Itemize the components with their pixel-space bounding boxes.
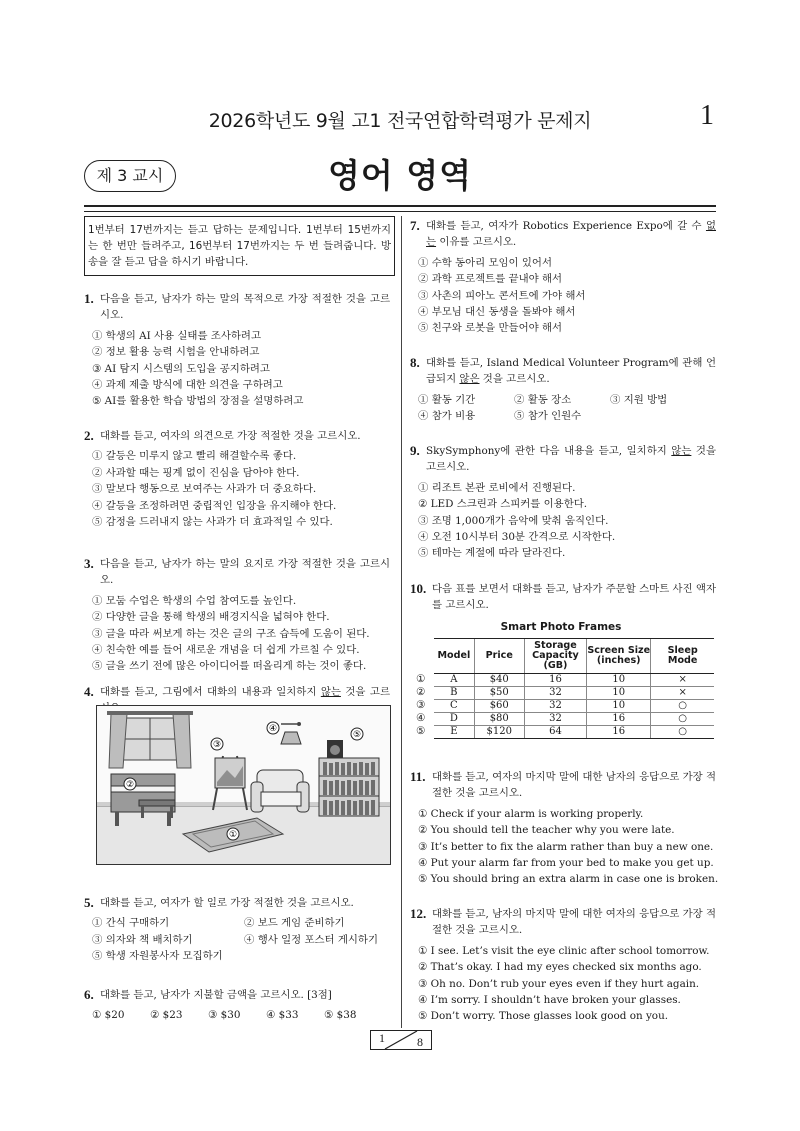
column-header: Price (474, 639, 524, 674)
total-pages: 8 (417, 1035, 423, 1049)
table-row (434, 726, 714, 739)
question-number: 8. (410, 355, 420, 370)
question-stem: 다음을 듣고, 남자가 하는 말의 요지로 가장 적절한 것을 고르시오. (100, 558, 390, 587)
exam-title: 2026학년도 9월 고1 전국연합학력평가 문제지 (208, 110, 592, 132)
option[interactable]: ① 모둠 수업은 학생의 수업 참여도를 높인다. (92, 594, 297, 607)
option[interactable]: ② $23 (150, 1009, 183, 1022)
question-11 (410, 769, 719, 888)
table-option-label[interactable]: ① (416, 673, 426, 685)
option[interactable]: ④ 부모님 대신 동생을 돌봐야 해서 (418, 306, 576, 319)
question-stem: 대화를 듣고, 여자의 의견으로 가장 적절한 것을 고르시오. (100, 430, 361, 442)
option[interactable]: ② 과학 프로젝트를 끝내야 해서 (418, 273, 563, 286)
header-rule-thin (84, 211, 716, 212)
option[interactable]: ⑤ 글을 쓰기 전에 많은 아이디어를 떠올리게 하는 것이 좋다. (92, 660, 367, 673)
option[interactable]: ⑤ AI를 활용한 학습 방법의 장점을 설명하려고 (92, 395, 304, 408)
table-option-label[interactable]: ③ (416, 699, 426, 711)
option[interactable]: ⑤ 감정을 드러내지 않는 사과가 더 효과적일 수 있다. (92, 516, 333, 529)
table-cell: E (434, 726, 474, 739)
table-cell: 32 (524, 687, 586, 700)
option[interactable]: ⑤ 친구와 로봇을 만들어야 해서 (418, 322, 563, 335)
label-2: ② (125, 780, 135, 790)
table-row (434, 687, 714, 700)
table-title: Smart Photo Frames (500, 621, 622, 633)
question-6 (84, 987, 390, 1024)
option[interactable]: ② 사과할 때는 핑계 없이 진심을 담아야 한다. (92, 466, 300, 479)
table-option-labels (416, 673, 425, 738)
table-cell: D (434, 713, 474, 726)
question-stem: 대화를 듣고, 여자가 Robotics Experience Expo에 갈 수 없는 이유를 고르시오. (426, 220, 716, 249)
option[interactable]: ③ 글을 따라 써보게 하는 것은 글의 구조 습득에 도움이 된다. (92, 627, 370, 640)
column-header: Model (434, 639, 474, 674)
question-number: 11. (410, 769, 426, 784)
option[interactable]: ④ 행사 일정 포스터 게시하기 (244, 933, 379, 946)
table-option-label[interactable]: ⑤ (416, 725, 426, 737)
table-row (434, 713, 714, 726)
table-cell: ○ (651, 726, 714, 739)
option[interactable]: ④ 오전 10시부터 30분 간격으로 시작한다. (418, 531, 616, 544)
option[interactable]: ② 보드 게임 준비하기 (244, 917, 345, 930)
table-option-label[interactable]: ④ (416, 712, 426, 724)
question-number: 5. (84, 895, 94, 910)
question-1 (84, 291, 390, 410)
table-cell: 16 (524, 674, 586, 687)
question-stem: 대화를 듣고, 여자의 마지막 말에 대한 남자의 응답으로 가장 적절한 것을 고르시오. (432, 771, 716, 800)
room-drawing (97, 706, 390, 864)
question-stem: 다음 표를 보면서 대화를 듣고, 남자가 주문할 스마트 사진 액자를 고르시오. (432, 583, 716, 612)
option[interactable]: ④ 갈등을 조정하려면 중립적인 입장을 유지해야 한다. (92, 499, 337, 512)
table-cell: $50 (474, 687, 524, 700)
column-header: Storage Capacity (GB) (524, 639, 586, 674)
option[interactable]: ① 리조트 본관 로비에서 진행된다. (418, 481, 576, 494)
option[interactable]: ① 갈등은 미루지 않고 빨리 해결할수록 좋다. (92, 450, 297, 463)
table-cell: ○ (651, 700, 714, 713)
page-number: 1 (700, 100, 714, 131)
table-cell: 32 (524, 700, 586, 713)
question-number: 10. (410, 581, 427, 596)
question-stem: SkySymphony에 관한 다음 내용을 듣고, 일치하지 않는 것을 고르시오. (426, 445, 716, 474)
option[interactable]: ② 정보 활용 능력 시험을 안내하려고 (92, 346, 260, 359)
option[interactable]: ④ I’m sorry. I shouldn’t have broken your glasses. (418, 994, 681, 1007)
label-1: ① (228, 830, 238, 840)
table-cell: 10 (587, 687, 651, 700)
question-number: 4. (84, 684, 94, 699)
question-10 (410, 581, 716, 614)
question-8 (410, 355, 716, 425)
page-indicator (370, 1030, 432, 1050)
question-2 (84, 428, 390, 530)
table-option-label[interactable]: ② (416, 686, 426, 698)
option[interactable]: ③ It’s better to fix the alarm rather than buy a new one. (418, 840, 714, 853)
table-cell: ○ (651, 713, 714, 726)
option[interactable]: ③ 지원 방법 (610, 393, 668, 406)
option[interactable]: ② That’s okay. I had my eyes checked six months ago. (418, 961, 702, 974)
option[interactable]: ① 학생의 AI 사용 실태를 조사하려고 (92, 329, 261, 342)
label-5: ⑤ (352, 730, 362, 740)
current-page: 1 (379, 1031, 385, 1045)
table-cell: 10 (587, 674, 651, 687)
question-7 (410, 218, 716, 337)
table-cell: 10 (587, 700, 651, 713)
table-cell: 64 (524, 726, 586, 739)
option[interactable]: ③ $30 (208, 1009, 241, 1022)
question-9 (410, 443, 716, 562)
room-illustration (96, 705, 391, 865)
question-3 (84, 556, 390, 675)
option[interactable]: ⑤ 학생 자원봉사자 모집하기 (92, 950, 223, 963)
instructions-box: 1번부터 17번까지는 듣고 답하는 문제입니다. 1번부터 15번까지는 한 번만 들려주고, 16번부터 17번까지는 두 번 들려줍니다. 방송을 잘 듣고 답을 하시기 바랍니다. (84, 216, 395, 276)
option[interactable]: ⑤ You should bring an extra alarm in case one is broken. (418, 873, 719, 886)
question-stem: 다음을 듣고, 남자가 하는 말의 목적으로 가장 적절한 것을 고르시오. (100, 293, 390, 322)
table-cell: $80 (474, 713, 524, 726)
question-5 (84, 895, 390, 965)
option[interactable]: ⑤ Don’t worry. Those glasses look good on you. (418, 1010, 669, 1023)
option[interactable]: ③ AI 탐지 시스템의 도입을 공지하려고 (92, 362, 270, 375)
column-header: Screen Size (inches) (587, 639, 651, 674)
option[interactable]: ① 간식 구매하기 (92, 917, 170, 930)
question-number: 9. (410, 443, 420, 458)
option[interactable]: ④ $33 (266, 1009, 299, 1022)
question-number: 12. (410, 906, 427, 921)
option[interactable]: ④ Put your alarm far from your bed to make you get up. (418, 857, 714, 870)
question-number: 2. (84, 428, 94, 443)
question-number: 3. (84, 556, 94, 571)
column-divider (401, 216, 402, 1028)
table-cell: 32 (524, 713, 586, 726)
table-cell: × (651, 674, 714, 687)
option[interactable]: ① 수학 동아리 모임이 있어서 (418, 256, 553, 269)
table-cell: $60 (474, 700, 524, 713)
table-cell: 16 (587, 713, 651, 726)
question-stem: 대화를 듣고, 남자의 마지막 말에 대한 여자의 응답으로 가장 적절한 것을 고르시오. (432, 908, 716, 937)
option[interactable]: ② 활동 장소 (514, 393, 572, 406)
photo-frames-table (434, 638, 714, 739)
question-stem: 대화를 듣고, 여자가 할 일로 가장 적절한 것을 고르시오. (100, 897, 354, 909)
option[interactable]: ③ 말보다 행동으로 보여주는 사과가 더 중요하다. (92, 483, 317, 496)
table-cell: A (434, 674, 474, 687)
column-header: Sleep Mode (651, 639, 714, 674)
option[interactable]: ⑤ 테마는 계절에 따라 달라진다. (418, 547, 566, 560)
period-badge: 제 3 교시 (84, 160, 176, 192)
label-4: ④ (268, 724, 278, 734)
table-cell: $40 (474, 674, 524, 687)
option[interactable]: ① Check if your alarm is working properly. (418, 807, 644, 820)
option[interactable]: ④ 참가 비용 (418, 410, 476, 423)
option[interactable]: ⑤ $38 (324, 1009, 357, 1022)
table-cell: B (434, 687, 474, 700)
question-number: 6. (84, 987, 94, 1002)
option[interactable]: ③ 의자와 책 배치하기 (92, 933, 193, 946)
table-cell: C (434, 700, 474, 713)
header-rule (84, 205, 716, 207)
option[interactable]: ② You should tell the teacher why you were late. (418, 824, 675, 837)
question-number: 1. (84, 291, 94, 306)
question-stem: 대화를 듣고, 남자가 지불할 금액을 고르시오. [3점] (100, 989, 332, 1001)
question-stem: 대화를 듣고, Island Medical Volunteer Program에 관해 언급되지 않은 것을 고르시오. (426, 357, 716, 386)
option[interactable]: ② 다양한 글을 통해 학생의 배경지식을 넓혀야 한다. (92, 611, 330, 624)
question-number: 7. (410, 218, 420, 233)
option[interactable]: ④ 친숙한 예를 들어 새로운 개념을 더 쉽게 가르칠 수 있다. (92, 644, 360, 657)
table-row (434, 674, 714, 687)
option[interactable]: ⑤ 참가 인원수 (514, 410, 582, 423)
label-3: ③ (212, 740, 222, 750)
option[interactable]: ② LED 스크린과 스피커를 이용한다. (418, 498, 588, 511)
option[interactable]: ③ 사촌의 피아노 콘서트에 가야 해서 (418, 289, 586, 302)
subject-title: 영어 영역 (327, 156, 472, 195)
option[interactable]: ① $20 (92, 1009, 125, 1022)
option[interactable]: ③ Oh no. Don’t rub your eyes even if they hurt again. (418, 977, 700, 990)
question-12 (410, 906, 716, 1025)
option[interactable]: ① 활동 기간 (418, 393, 476, 406)
table-cell: × (651, 687, 714, 700)
question-stem: 대화를 듣고, 그림에서 대화의 내용과 일치하지 않는 것을 고르 (100, 686, 390, 698)
option[interactable]: ③ 조명 1,000개가 음악에 맞춰 움직인다. (418, 514, 609, 527)
option[interactable]: ① I see. Let’s visit the eye clinic after school tomorrow. (418, 944, 710, 957)
table-cell: 16 (587, 726, 651, 739)
option[interactable]: ④ 과제 제출 방식에 대한 의견을 구하려고 (92, 379, 283, 392)
table-row (434, 700, 714, 713)
table-cell: $120 (474, 726, 524, 739)
